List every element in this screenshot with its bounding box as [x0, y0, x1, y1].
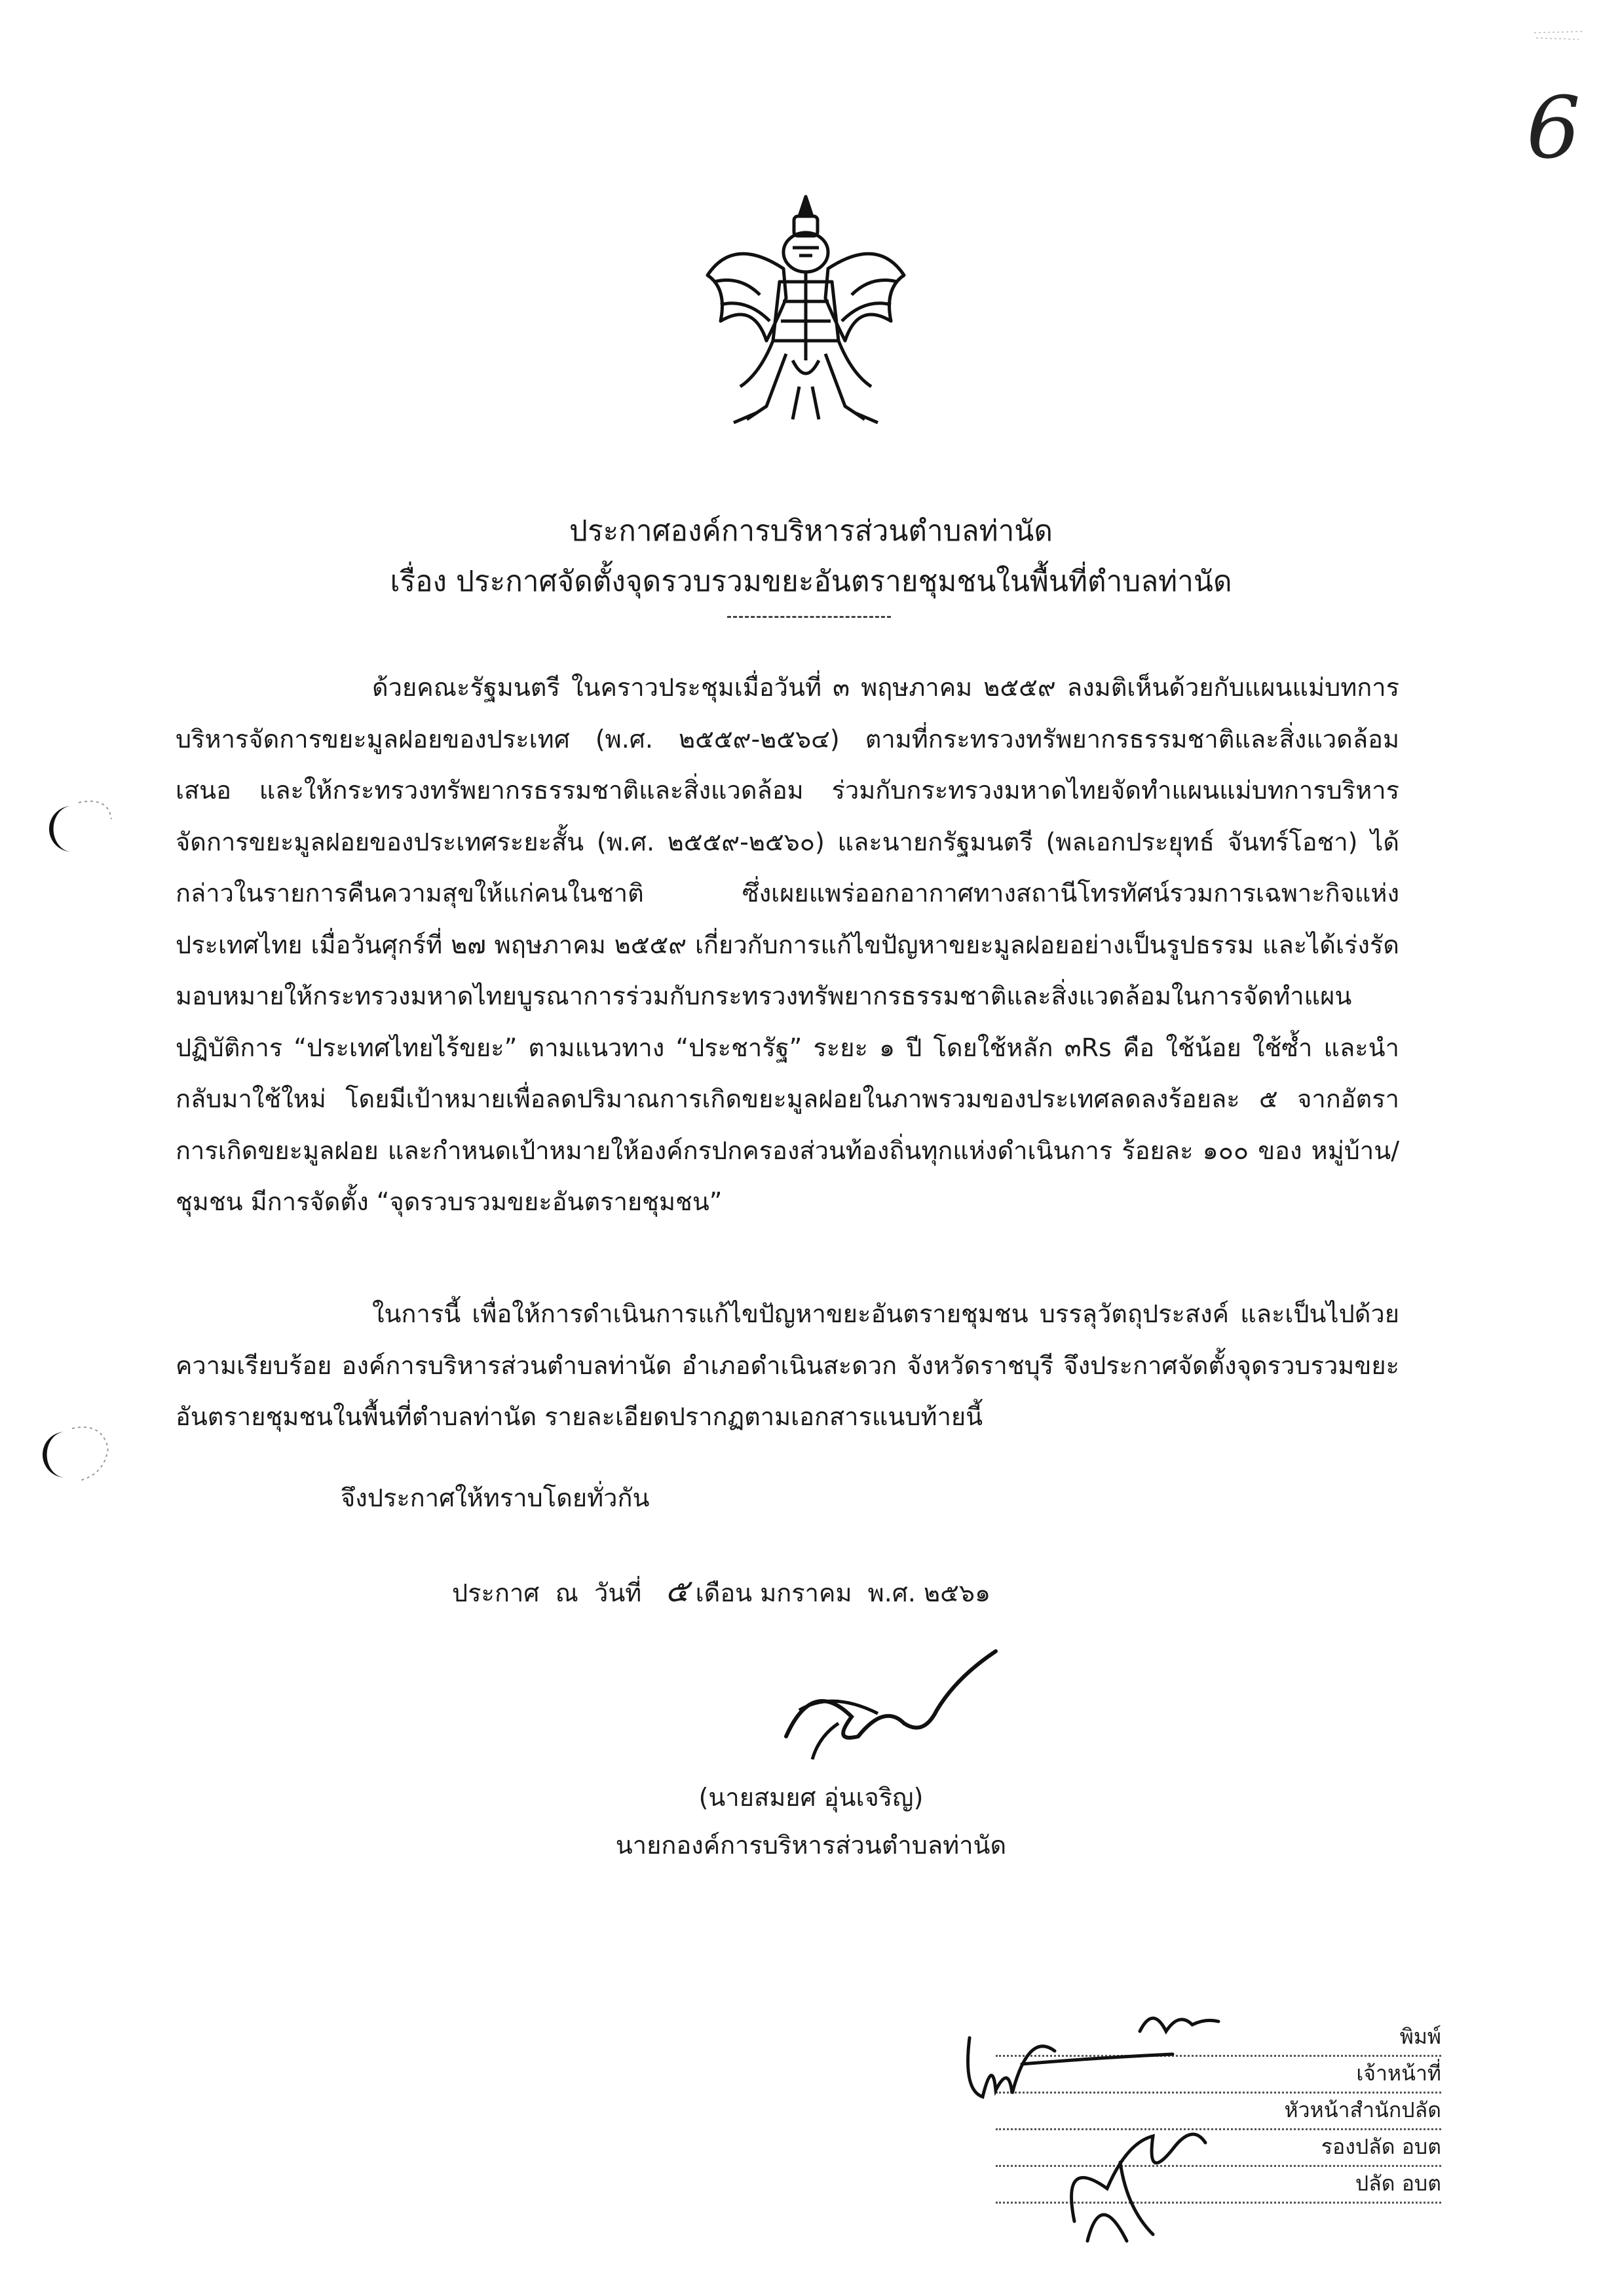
- signature-mark: [773, 1638, 1009, 1769]
- routing-label: พิมพ์: [1397, 2020, 1441, 2054]
- routing-label: เจ้าหน้าที่: [1353, 2057, 1441, 2090]
- document-subject: เรื่อง ประกาศจัดตั้งจุดรวบรวมขยะอันตรายชุมชนในพื้นที่ตำบลท่านัด: [390, 565, 1232, 598]
- page-number: 6: [1526, 78, 1581, 178]
- punch-hole-mark: [39, 1415, 111, 1487]
- announcement-date: [452, 1566, 990, 1616]
- title-divider: [727, 616, 891, 618]
- body-paragraph-1: ด้วยคณะรัฐมนตรี ในคราวประชุมเมื่อวันที่ ๓ พฤษภาคม ๒๕๕๙ ลงมติเห็นด้วยกับแผนแม่บทการบริหารจัดการขยะมูลฝอยของประเทศ (พ.ศ. ๒๕๕๙-๒๕๖๔) ตามที่กระทรวงทรัพยากรธรรมชาติและสิ่งแวดล้อมเสนอ และให้กระทรวงทรัพยากรธรรมชาติและสิ่งแวดล้อม ร่วมกับกระทรวงมหาดไทยจัดทำแผนแม่บทการบริหารจัดการขยะมูลฝอยของประเทศระยะสั้น (พ.ศ. ๒๕๕๙-๒๕๖๐) และนายกรัฐมนตรี (พลเอกประยุทธ์ จันทร์โอชา) ได้กล่าวในรายการคืนความสุขให้แก่คนในชาติ ซึ่งเผยแพร่ออกอากาศทางสถานีโทรทัศน์รวมการเฉพาะกิจแห่งประเทศไทย เมื่อวันศุกร์ที่ ๒๗ พฤษภาคม ๒๕๕๙ เกี่ยวกับการแก้ไขปัญหาขยะมูลฝอยอย่างเป็นรูปธรรม และได้เร่งรัดมอบหมายให้กระทรวงมหาดไทยบูรณาการร่วมกับกระทรวงทรัพยากรธรรมชาติและสิ่งแวดล้อมในการจัดทำแผนปฏิบัติการ “ประเทศไทยไร้ขยะ” ตามแนวทาง “ประชารัฐ” ระยะ ๑ ปี โดยใช้หลัก ๓Rs คือ ใช้น้อย ใช้ซ้ำ และนำกลับมาใช้ใหม่ โดยมีเป้าหมายเพื่อลดปริมาณการเกิดขยะมูลฝอยในภาพรวมของประเทศลดลงร้อยละ ๕ จากอัตราการเกิดขยะมูลฝอย และกำหนดเป้าหมายให้องค์กรปกครองส่วนท้องถิ่นทุกแห่งดำเนินการ ร้อยละ ๑๐๐ ของ หมู่บ้าน/ชุมชน มีการจัดตั้ง “จุดรวบรวมขยะอันตรายชุมชน”: [176, 673, 1400, 1216]
- routing-label: ปลัด อบต: [1353, 2167, 1441, 2200]
- date-suffix: เดือน มกราคม พ.ศ. ๒๕๖๑: [695, 1578, 991, 1607]
- announcement-line: จึงประกาศให้ทราบโดยทั่วกัน: [341, 1483, 650, 1512]
- punch-hole-mark: [46, 790, 118, 862]
- scan-noise: [1533, 26, 1585, 46]
- signatory-name: (นายสมยศ อุ่นเจริญ): [698, 1783, 924, 1812]
- body-paragraph-2: ในการนี้ เพื่อให้การดำเนินการแก้ไขปัญหาขยะอันตรายชุมชน บรรลุวัตถุประสงค์ และเป็นไปด้วยความเรียบร้อย องค์การบริหารส่วนตำบลท่านัด อำเภอดำเนินสะดวก จังหวัดราชบุรี จึงประกาศจัดตั้งจุดรวบรวมขยะอันตรายชุมชนในพื้นที่ตำบลท่านัด รายละเอียดปรากฏตามเอกสารแนบท้ายนี้: [176, 1299, 1399, 1431]
- routing-label: หัวหน้าสำนักปลัด: [1282, 2094, 1441, 2127]
- date-prefix: ประกาศ ณ วันที่: [452, 1578, 642, 1607]
- routing-label: รองปลัด อบต: [1319, 2130, 1441, 2164]
- signatory-position: นายกองค์การบริหารส่วนตำบลท่านัด: [615, 1831, 1007, 1860]
- date-day-handwritten: ๕: [665, 1573, 689, 1609]
- garuda-emblem-icon: [694, 190, 917, 432]
- document-title: ประกาศองค์การบริหารส่วนตำบลท่านัด: [569, 514, 1053, 548]
- handwritten-initials: [956, 1992, 1297, 2254]
